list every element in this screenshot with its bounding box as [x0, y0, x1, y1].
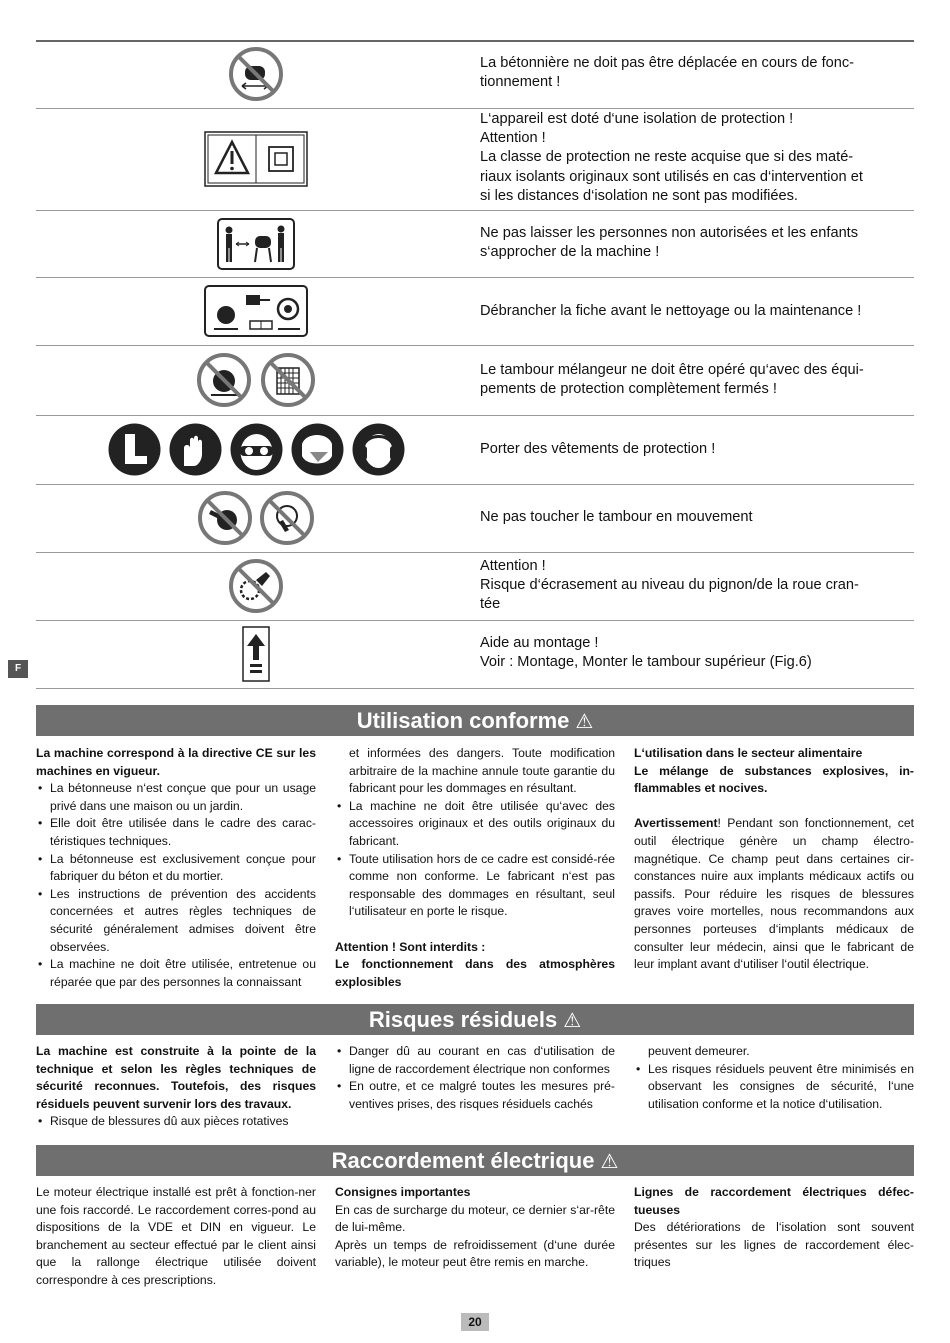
page-number: 20 — [461, 1313, 489, 1331]
risks-column-1: La machine est construite à la pointe de la technique et selon les règles techniques de sécurité reconnues. Toutefois, des risques résiduels peuvent survenir lors des travaux. • Risque de blessures dû aux pièces rotatives — [36, 1043, 316, 1131]
list-item: • Les instructions de prévention des accidents concernées et autres règles techniques de sécurité généralement admises doivent être observées. — [36, 886, 316, 956]
row-divider — [36, 688, 914, 689]
row-divider — [36, 210, 914, 211]
list-item: • Danger dû au courant en cas d‘utilisation de ligne de raccordement électrique non conformes — [335, 1043, 615, 1078]
usage-column-1: La machine correspond à la directive CE sur les machines en vigueur. • La bétonneuse n‘est conçue que pour un usage privé dans une maison ou un jardin. • Elle doit être utilisée dans le cadre des carac-téristiques techniques. • La bétonneuse est exclusivement conçue pour fabriquer du béton et du mortier. • Les instructions de prévention des accidents concernées et autres règles techniques de sécurité généralement admises doivent être observées. • La machine ne doit être utilisée, entretenue ou réparée que par des personnes la connaissant — [36, 745, 316, 991]
row-divider — [36, 415, 914, 416]
no-moving-mixer-icon — [36, 44, 476, 104]
safety-row-text: Le tambour mélangeur ne doit être opéré qu‘avec des équi- pements de protection complètement fermés ! — [480, 362, 864, 398]
safety-row-text: Ne pas toucher le tambour en mouvement — [480, 509, 753, 525]
safety-goggles-icon — [229, 422, 284, 477]
safety-row-text: Aide au montage ! Voir : Montage, Monter le tambour supérieur (Fig.6) — [480, 635, 812, 671]
unplug-before-maintenance-icon — [36, 281, 476, 341]
row-divider — [36, 620, 914, 621]
forbidden-heading: Attention ! Sont interdits : — [335, 939, 486, 954]
list-item: • Risque de blessures dû aux pièces rotatives — [36, 1113, 316, 1131]
safety-row-text: L‘appareil est doté d‘une isolation de protection ! Attention ! La classe de protection ne reste acquise que si des maté- riaux isolants originaux sont utilisés en cas d‘intervention et si les distances d‘isolation ne sont pas modifiées. — [480, 111, 863, 204]
row-divider — [36, 277, 914, 278]
electric-column-1: Le moteur électrique installé est prêt à fonction-ner une fois raccordé. Le raccordement corres-pond au dispositions de la VDE et DIN en vigueur. Le branchement au secteur effectué par le client ainsi que la rallonge électrique utilisée doivent correspondre à ces prescriptions. — [36, 1185, 316, 1287]
gloves-icon — [168, 422, 223, 477]
risks-column-3: peuvent demeurer. • Les risques résiduels peuvent être minimisés en observant les consignes de sécurité, l‘une utilisation conforme et la notice d‘utilisation. — [634, 1043, 914, 1113]
electric-column-2: Consignes importantes En cas de surcharge du moteur, ce dernier s‘ar-rête de lui-même. Après un temps de refroidissement (d‘une durée variable), le moteur peut être remis en marche. — [335, 1185, 615, 1270]
no-open-guard-icon — [259, 351, 317, 409]
safety-boots-icon — [107, 422, 162, 477]
keep-distance-icon — [36, 214, 476, 274]
protective-equipment-icon — [36, 419, 476, 480]
row-divider — [36, 108, 914, 109]
safety-row-text: Débrancher la fiche avant le nettoyage ou la maintenance ! — [480, 303, 862, 319]
warning-icon: ⚠ — [563, 1010, 582, 1032]
safety-row-text: Porter des vêtements de protection ! — [480, 441, 716, 457]
row-divider — [36, 484, 914, 485]
safety-row-text: La bétonnière ne doit pas être déplacée en cours de fonc- tionnement ! — [480, 55, 855, 91]
list-item: • En outre, et ce malgré toutes les mesures pré-ventives prises, des risques résiduels cachés — [335, 1078, 615, 1113]
list-item: • La machine ne doit être utilisée, entretenue ou réparée que par des personnes la connaissant — [36, 956, 316, 991]
list-item: • Elle doit être utilisée dans le cadre des carac-téristiques techniques. — [36, 815, 316, 850]
no-hand-rotating-icon — [259, 490, 315, 546]
list-item: • La bétonneuse n‘est conçue que pour un usage privé dans une maison ou un jardin. — [36, 780, 316, 815]
table-top-rule — [36, 40, 914, 42]
list-item: • Les risques résiduels peuvent être minimisés en observant les consignes de sécurité, l‘une utilisation conforme et la notice d‘utilisation. — [634, 1061, 914, 1114]
risks-column-2 — [335, 1043, 615, 1113]
row-divider — [36, 552, 914, 553]
warning-icon: ⚠ — [600, 1151, 619, 1173]
usage-column-3: L‘utilisation dans le secteur alimentaire Le mélange de substances explosives, in-flammables et nocives. Avertissement! Pendant son fonctionnement, cet outil électrique génère un champ électro-magnétique. Ce champ peut dans certaines cir-constances nuire aux implants médicaux actifs ou passifs. Pour réduire les risques de blessures graves voire mortelles, nous recommandons aux personnes porteuses d‘implants médicaux de consulter leur médecin, ainsi que le fabricant de leur implant avant d‘utiliser l‘outil électrique. — [634, 746, 914, 972]
usage-column-2: et informées des dangers. Toute modification arbitraire de la machine annule toute garantie du fabricant pour les dommages en résultant. • La machine ne doit être utilisée qu‘avec des accessoires originaux et des outils originaux du fabricant. • Toute utilisation hors de ce cadre est considé-rée comme non conforme. Le fabricant n‘est pas responsable des dommages en résultant, seul l‘utilisateur en porte le risque. Attention ! Sont interdits : Le fonctionnement dans des atmosphères explosibles — [335, 745, 615, 991]
safety-row-text: Ne pas laisser les personnes non autorisées et les enfants s‘approcher de la machine ! — [480, 225, 859, 261]
crush-hazard-icon — [36, 556, 476, 616]
list-item: • La machine ne doit être utilisée qu‘avec des accessoires originaux et des outils originaux du fabricant. — [335, 798, 615, 851]
row-divider — [36, 345, 914, 346]
closed-guards-icon — [36, 349, 476, 411]
no-touch-drum-icon — [36, 488, 476, 548]
no-hand-in-drum-icon — [197, 490, 253, 546]
assembly-help-icon — [36, 624, 476, 684]
list-item: • Toute utilisation hors de ce cadre est considé-rée comme non conforme. Le fabricant n‘est pas responsable des dommages en résultant, seul l‘utilisateur en porte le risque. — [335, 851, 615, 921]
protection-class-icon — [36, 112, 476, 206]
section-banner-electric: Raccordement électrique ⚠ — [36, 1145, 914, 1176]
list-item: • La bétonneuse est exclusivement conçue pour fabriquer du béton et du mortier. — [36, 851, 316, 886]
language-tab: F — [8, 660, 28, 678]
safety-row-text: Attention ! Risque d‘écrasement au niveau du pignon/de la roue cran- tée — [480, 558, 859, 613]
section-banner-usage: Utilisation conforme ⚠ — [36, 705, 914, 736]
dust-mask-icon — [290, 422, 345, 477]
no-open-drum-icon — [195, 351, 253, 409]
ear-protection-icon — [351, 422, 406, 477]
electric-column-3: Lignes de raccordement électriques défec-tueuses Des détériorations de l‘isolation sont souvent présentes sur les lignes de raccordement élec-triques — [634, 1185, 914, 1270]
warning-icon: ⚠ — [575, 711, 594, 733]
section-banner-risks: Risques résiduels ⚠ — [36, 1004, 914, 1035]
